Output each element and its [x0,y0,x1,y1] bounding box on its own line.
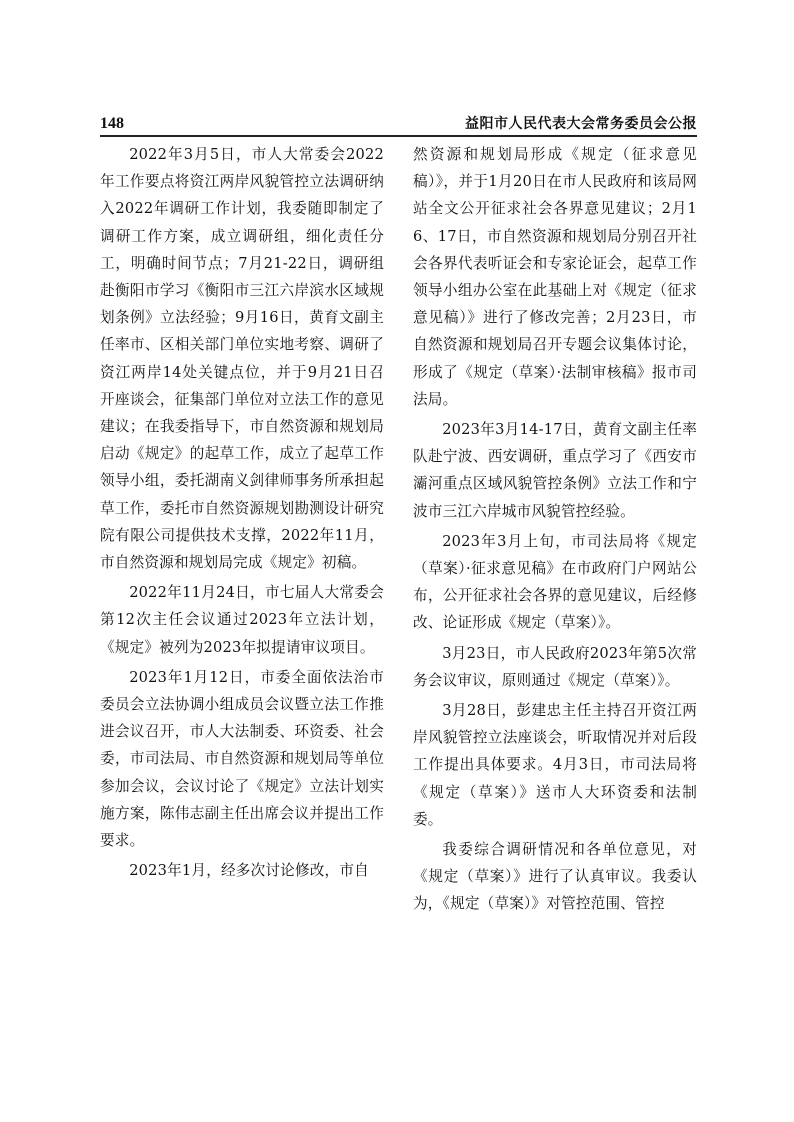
paragraph: 2023年3月14-17日，黄育文副主任率队赴宁波、西安调研，重点学习了《西安市灞河重点区域风貌管控条例》立法工作和宁波市三江六岸城市风貌管控经验。 [413,421,697,520]
paragraph: 2022年11月24日，市七届人大常委会第12次主任会议通过2023年立法计划，《规定》被列为2023年拟提请审议项目。 [100,584,384,656]
page-number: 148 [100,115,124,132]
paragraph: 我委综合调研情况和各单位意见，对《规定（草案）》进行了认真审议。我委认为，《规定（草案）》对管控范围、管控 [413,841,697,913]
paragraph: 3月28日，彭建忠主任主持召开资江两岸风貌管控立法座谈会，听取情况并对后段工作提出具体要求。4月3日，市司法局将《规定（草案）》送市人大环资委和法制委。 [413,702,697,828]
right-column [413,141,697,921]
journal-title: 益阳市人民代表大会常务委员会公报 [465,116,697,132]
paragraph: 2022年3月5日，市人大常委会2022年工作要点将资江两岸风貌管控立法调研纳入2022年调研工作计划，我委随即制定了调研工作方案，成立调研组，细化责任分工，明确时间节点；7月21-22日，调研组赴衡阳市学习《衡阳市三江六岸滨水区域规划条例》立法经验；9月16日，黄育文副主任率市、区相关部门单位实地考察、调研了资江两岸14处关键点位，并于9月21日召开座谈会，征集部门单位对立法工作的意见建议；在我委指导下，市自然资源和规划局启动《规定》的起草工作，成立了起草工作领导小组，委托湖南义剑律师事务所承担起草工作，委托市自然资源规划勘测设计研究院有限公司提供技术支撑，2022年11月，市自然资源和规划局完成《规定》初稿。 [100,146,384,572]
paragraph: 3月23日，市人民政府2023年第5次常务会议审议，原则通过《规定（草案）》。 [413,644,697,689]
page-header [100,113,697,137]
paragraph-continued: 然资源和规划局形成《规定（征求意见稿）》，并于1月20日在市人民政府和该局网站全文公开征求社会各界意见建议；2月16、17日，市自然资源和规划局分别召开社会各界代表听证会和专家论证会，起草工作领导小组办公室在此基础上对《规定（征求意见稿）》进行了修改完善；2月23日，市自然资源和规划局召开专题会议集体讨论，形成了《规定（草案）·法制审核稿》报市司法局。 [413,146,697,408]
left-column [100,141,384,887]
paragraph: 2023年3月上旬，市司法局将《规定（草案）·征求意见稿》在市政府门户网站公布，公开征求社会各界的意见建议，后经修改、论证形成《规定（草案）》。 [413,532,697,632]
paragraph: 2023年1月12日，市委全面依法治市委员会立法协调小组成员会议暨立法工作推进会议召开，市人大法制委、环资委、社会委，市司法局、市自然资源和规划局等单位参加会议，会议讨论了《规定》立法计划实施方案，陈伟志副主任出席会议并提出工作要求。 [100,668,384,850]
header-rule [100,135,697,137]
paragraph: 2023年1月，经多次讨论修改，市自 [129,862,369,880]
